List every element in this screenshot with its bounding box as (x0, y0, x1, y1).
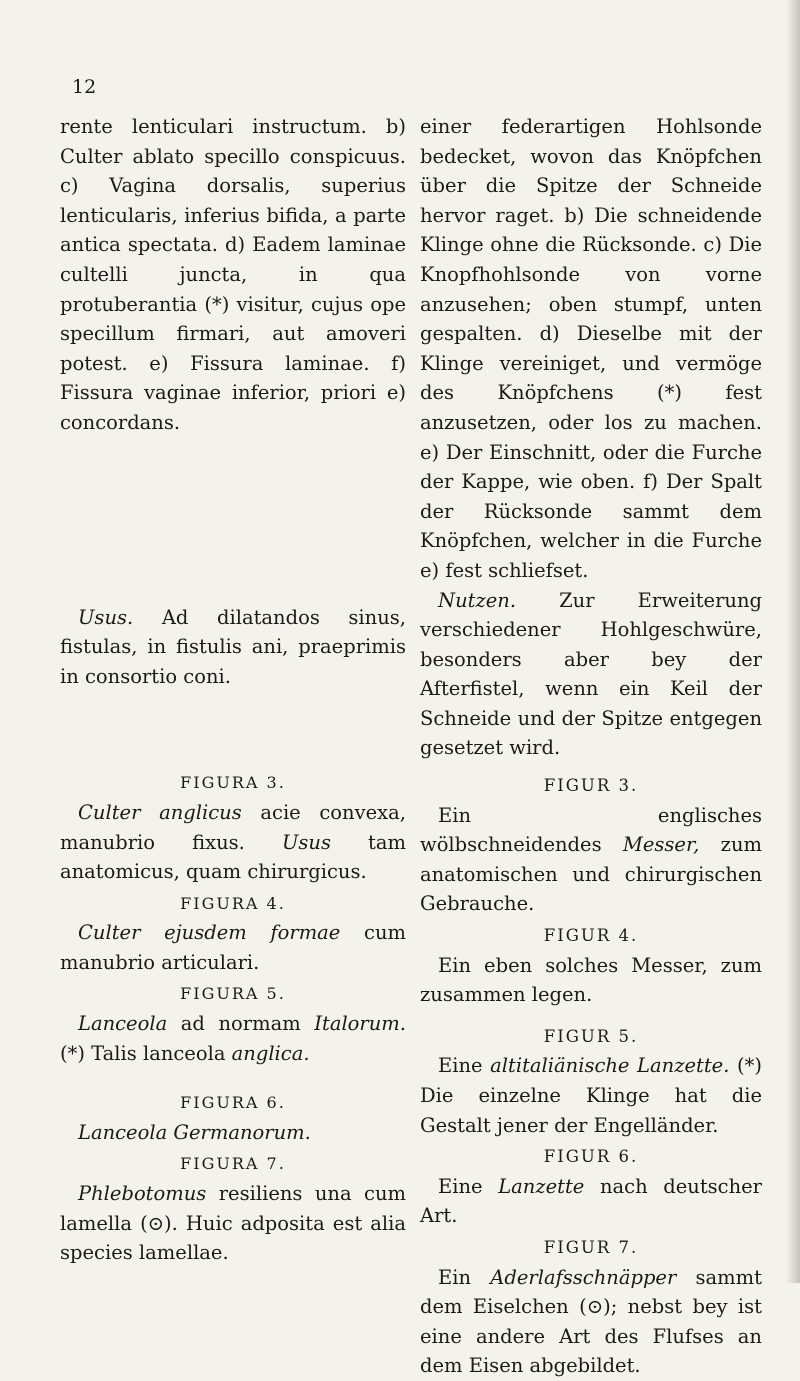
usus-text: Ad dilatandos sinus, fistulas, in fistulis ani, praeprimis in consortio coni. (60, 605, 406, 688)
figur-3-text (420, 801, 762, 919)
figura-5-italic-3: anglica. (231, 1041, 310, 1065)
figur-6-italic: Lanzette (498, 1174, 585, 1198)
german-column (420, 112, 762, 1381)
figur-3-italic: Messer, (622, 833, 700, 857)
figur-6-text-b: nach deutscher Art. (420, 1174, 762, 1228)
figur-3-heading: FIGUR 3. (543, 776, 639, 796)
figura-5-text (60, 1009, 406, 1068)
figura-3-text-a: acie convexa, manubrio fixus. (60, 800, 406, 854)
figura-6-text (60, 1118, 406, 1148)
figur-6-text-a: Eine (438, 1174, 499, 1198)
figura-5-italic-2: Italorum. (314, 1012, 406, 1036)
latin-column (60, 112, 406, 1268)
figur-4-heading: FIGUR 4. (543, 926, 639, 946)
figura-3-text-b: tam anatomicus, quam chirurgicus. (60, 830, 407, 884)
figur-5-text-b: (*) Die einzelne Klinge hat die Gestalt jener der Engelländer. (420, 1054, 762, 1137)
figur-5-text-a: Eine (438, 1054, 491, 1078)
figur-5-heading: FIGUR 5. (543, 1026, 639, 1046)
page-number: 12 (72, 76, 97, 98)
figura-7-text (60, 1179, 406, 1268)
german-nutzen-paragraph (420, 586, 762, 764)
usus-label: Usus. (78, 605, 134, 629)
figura-5-text-a: ad normam (167, 1012, 315, 1036)
figura-5-text-b: (*) Talis lanceola (60, 1041, 232, 1065)
nutzen-text: Zur Erweiterung verschiedener Hohlgeschwüre, besonders aber bey der Afterfistel, wenn ein Keil der Schneide und der Spitze entgegen gesetzet wird. (420, 588, 762, 760)
figur-7-heading: FIGUR 7. (543, 1237, 639, 1257)
figur-5-italic: altitaliänische Lanzette. (490, 1054, 730, 1078)
latin-paragraph-continued: rente lenticulari instructum. b) Culter ablato specillo conspicuus. c) Vagina dorsalis, superius lenticularis, inferius bifida, a parte antica spectata. d) Eadem laminae cultelli juncta, in qua protuberantia (*) visitur, cujus ope specillum firmari, aut amoveri potest. e) Fissura laminae. f) Fissura vaginae inferior, priori e) concordans. (60, 115, 406, 434)
figura-3-text (60, 798, 406, 887)
figura-4-heading: FIGURA 4. (180, 893, 286, 913)
figur-7-italic: Aderlafsschnäpper (490, 1265, 677, 1289)
figur-7-text (420, 1263, 762, 1381)
latin-usus-paragraph (60, 603, 406, 692)
figura-5-italic: Lanceola (78, 1012, 168, 1036)
figura-6-italic: Lanceola Germanorum. (78, 1120, 311, 1144)
german-paragraph-continued: einer federartigen Hohlsonde bedecket, wovon das Knöpfchen über die Spitze der Schneide hervor raget. b) Die schneidende Klinge ohne die Rücksonde. c) Die Knopfhohlsonde von vorne anzusehen; oben stumpf, unten gespalten. d) Dieselbe mit der Klinge vereiniget, und vermöge des Knöpfchens (*) fest anzusetzen, oder los zu machen. e) Der Einschnitt, oder die Furche der Kappe, wie oben. f) Der Spalt der Rücksonde sammt dem Knöpfchen, welcher in die Furche e) fest schliefset. (420, 115, 762, 582)
page-edge-shadow (786, 0, 800, 1283)
figura-7-heading: FIGURA 7. (180, 1154, 286, 1174)
figur-5-text (420, 1051, 762, 1140)
figura-7-italic: Phlebotomus (78, 1182, 207, 1206)
figura-4-text (60, 918, 406, 977)
figur-6-heading: FIGUR 6. (543, 1147, 639, 1167)
nutzen-label: Nutzen. (438, 588, 517, 612)
figura-3-italic: Culter anglicus (78, 800, 242, 824)
figura-3-heading: FIGURA 3. (180, 773, 286, 793)
figur-7-text-a: Ein (438, 1265, 491, 1289)
figura-3-italic-2: Usus (281, 830, 331, 854)
figura-4-text-a: cum manubrio articulari. (60, 921, 406, 974)
figura-5-heading: FIGURA 5. (180, 984, 286, 1004)
figur-4-text: Ein eben solches Messer, zum zusammen legen. (420, 953, 762, 1007)
figur-3-text-a: Ein englisches wölbschneidendes (420, 803, 762, 857)
figur-6-text (420, 1172, 762, 1231)
figur-7-text-b: sammt dem Eiselchen (⊙); nebst bey ist eine andere Art des Flufses an dem Eisen abgebildet. (420, 1265, 762, 1378)
figura-4-italic: Culter ejusdem formae (78, 921, 341, 945)
figura-7-text-a: resiliens una cum lamella (⊙). Huic adposita est alia species lamellae. (60, 1182, 406, 1265)
figur-3-text-b: zum anatomischen und chirurgischen Gebrauche. (420, 833, 762, 916)
figura-6-heading: FIGURA 6. (180, 1093, 286, 1113)
